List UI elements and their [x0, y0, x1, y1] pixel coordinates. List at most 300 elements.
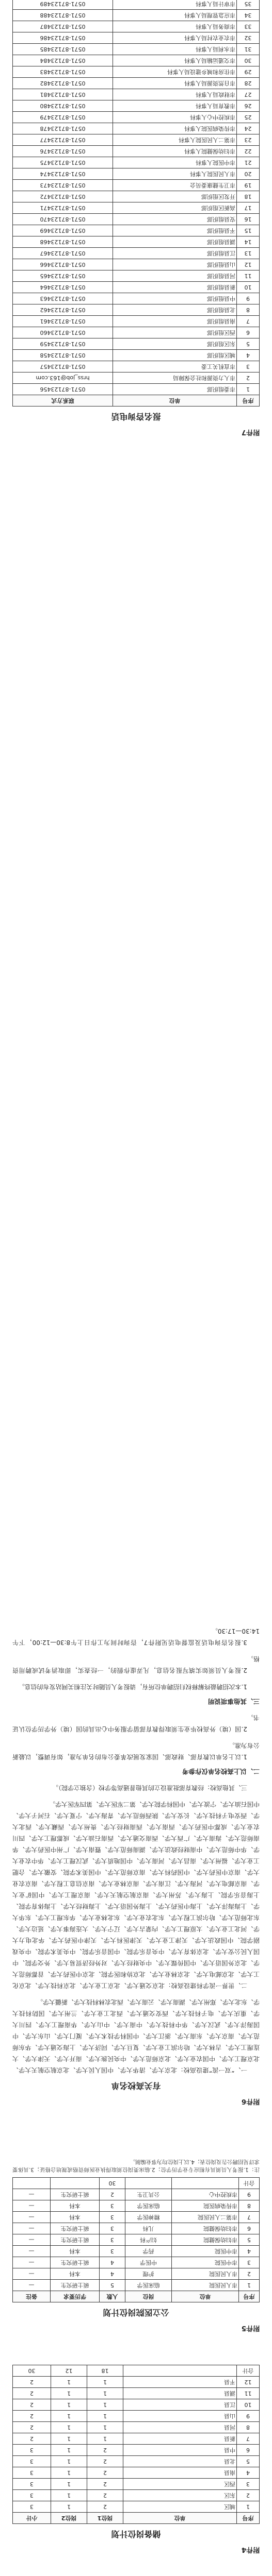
table-cell: 1: [237, 384, 260, 395]
column-header: 学历要求: [51, 2291, 100, 2302]
table-cell: 16: [237, 214, 260, 225]
table-cell: 19: [237, 180, 260, 191]
table-row: [13, 2212, 260, 2223]
table-cell: 2: [87, 2479, 123, 2490]
annex-6-paragraph: 3.报名咨询电话及监督电话见附件7，咨询时间为工作日上午8:30—12:00，下午14:30—17:30。: [12, 1628, 260, 1646]
table-cell: 市财政局人事科: [113, 89, 237, 100]
total-cell: [13, 2178, 51, 2189]
table-cell: 24: [237, 123, 260, 134]
annex-7-section: [12, 0, 260, 436]
table-cell: 0571-87123486: [13, 32, 113, 44]
table-cell: 4: [100, 2257, 125, 2268]
table-cell: 10: [237, 282, 260, 293]
column-header: 备注: [13, 2291, 51, 2302]
table-cell: 11: [237, 270, 260, 282]
table-cell: 硕士研究生: [51, 2257, 100, 2268]
table-row: [13, 338, 260, 350]
total-cell: 合计: [239, 2178, 260, 2189]
annex-4-label: 附件4: [241, 2546, 260, 2553]
table-cell: 0571-87123487: [13, 21, 113, 32]
table-row: [13, 236, 260, 248]
table-cell: 2: [13, 2377, 51, 2388]
table-cell: 17: [237, 202, 260, 214]
table-cell: 3: [100, 2223, 125, 2234]
table-cell: 高新区组织部: [113, 202, 237, 214]
table-cell: 1: [51, 2445, 87, 2456]
table-cell: 0571-87123476: [13, 146, 113, 157]
table-cell: 1: [51, 2388, 87, 2399]
total-cell: [172, 2178, 239, 2189]
table-cell: 2: [237, 372, 260, 384]
table-cell: 9: [237, 2411, 260, 2422]
annex-5-note: 注：1.报考人员须具有相应专业学历学位；2.临床类岗位须取得执业医师资格或规培合格证；3.具体要求详见招聘公告及岗位表；4.以上岗位均为事业编制。: [12, 2159, 260, 2173]
table-cell: 14: [237, 236, 260, 248]
table-cell: 市传染病医院人事科: [113, 123, 237, 134]
table-row: [13, 259, 260, 270]
table-cell: 1: [51, 2490, 87, 2501]
table-cell: 市人力资源和社会保障局: [113, 372, 237, 384]
table-cell: —: [13, 2257, 51, 2268]
table-cell: 南县: [123, 2467, 237, 2479]
table-cell: 市妇幼保健院: [172, 2223, 239, 2234]
table-cell: 18: [237, 191, 260, 202]
table-cell: 0571-87123459: [13, 338, 113, 350]
table-row: [13, 146, 260, 157]
table-cell: 市人民医院: [172, 2280, 239, 2291]
table-cell: 市商务局人事科: [113, 21, 237, 32]
table-cell: 东区组织部: [113, 338, 237, 350]
table-cell: 32: [237, 32, 260, 44]
table-cell: 3: [237, 2479, 260, 2490]
table-row: [13, 180, 260, 191]
table-cell: 4: [237, 350, 260, 361]
table-row: [13, 2377, 260, 2388]
table-cell: 3: [13, 2479, 51, 2490]
table-header-row: [13, 2513, 260, 2524]
table-cell: 西区组织部: [113, 327, 237, 338]
table-cell: 市妇幼保健院人事科: [113, 146, 237, 157]
table-cell: 市中医院: [172, 2246, 239, 2257]
table-cell: 平县: [123, 2377, 237, 2388]
table-row: [13, 191, 260, 202]
column-header: 人数: [100, 2291, 125, 2302]
table-row: [13, 202, 260, 214]
table-cell: —: [13, 2234, 51, 2246]
table-cell: 5: [100, 2280, 125, 2291]
table-cell: 6: [239, 2223, 260, 2234]
table-cell: 山县组织部: [113, 259, 237, 270]
table-row: [13, 316, 260, 327]
table-cell: 2: [87, 2445, 123, 2456]
annex-6-paragraph: 三、其他高校：经教育部批准设立的其他普通高等学校（含独立学院）。: [52, 1784, 247, 1791]
table-cell: 2: [87, 2501, 123, 2513]
table-cell: 1: [51, 2433, 87, 2445]
table-cell: 20: [237, 168, 260, 180]
table-cell: 市教育局人事科: [113, 100, 237, 112]
table-cell: 22: [237, 146, 260, 157]
table-cell: 市农业农村局人事科: [113, 32, 237, 44]
table-cell: 0571-87123460: [13, 327, 113, 338]
table-row: [13, 2388, 260, 2399]
total-cell: 30: [100, 2178, 125, 2189]
total-cell: [125, 2178, 172, 2189]
table-cell: 2: [13, 2422, 51, 2433]
table-cell: 1: [87, 2388, 123, 2399]
column-header: 序号: [237, 395, 260, 406]
table-cell: 市自然资源局人事科: [113, 78, 237, 89]
table-cell: 0571-87123472: [13, 191, 113, 202]
table-cell: 3: [100, 2212, 125, 2223]
table-row: [13, 21, 260, 32]
column-header: 岗位: [125, 2291, 172, 2302]
table-row: [13, 2467, 260, 2479]
table-cell: 30: [237, 55, 260, 66]
table-cell: 山县: [123, 2411, 237, 2422]
annex-5-section: [12, 2158, 260, 2332]
table-cell: 硕士研究生: [51, 2189, 100, 2200]
table-cell: 公共卫生: [125, 2189, 172, 2200]
annex-5-table: [12, 2177, 260, 2302]
table-row: [13, 10, 260, 21]
table-cell: 1: [87, 2433, 123, 2445]
table-row: [13, 214, 260, 225]
table-cell: 28: [237, 78, 260, 89]
table-cell: 1: [87, 2422, 123, 2433]
table-cell: 5: [237, 2456, 260, 2467]
table-row: [13, 123, 260, 134]
table-cell: 0571-87123463: [13, 293, 113, 304]
column-header: 单位: [172, 2291, 239, 2302]
table-cell: 护理: [125, 2268, 172, 2280]
table-cell: 新县组织部: [113, 282, 237, 293]
table-cell: 0571-87123483: [13, 66, 113, 78]
table-cell: 2: [87, 2456, 123, 2467]
table-cell: 2: [239, 2268, 260, 2280]
table-cell: 0571-87123489: [13, 0, 113, 10]
table-cell: 1: [87, 2377, 123, 2388]
total-cell: 12: [51, 2365, 87, 2377]
table-row: [13, 2189, 260, 2200]
table-cell: 1: [51, 2411, 87, 2422]
table-total-row: [13, 2178, 260, 2189]
table-cell: 0571-87123473: [13, 180, 113, 191]
table-cell: 临床医学: [125, 2280, 172, 2291]
table-cell: 本科: [51, 2212, 100, 2223]
table-cell: —: [13, 2246, 51, 2257]
table-row: [13, 2280, 260, 2291]
table-cell: 城区: [123, 2501, 237, 2513]
table-cell: 新县: [123, 2433, 237, 2445]
table-cell: 湖县: [123, 2388, 237, 2399]
table-cell: 0571-87123468: [13, 236, 113, 248]
table-row: [13, 112, 260, 123]
table-cell: 河县: [123, 2422, 237, 2433]
table-cell: 中县: [123, 2445, 237, 2456]
table-cell: 1: [87, 2399, 123, 2411]
table-row: [13, 2501, 260, 2513]
annex-4-title: 储备岗位计划: [111, 2529, 161, 2539]
table-row: [13, 2411, 260, 2422]
table-cell: 29: [237, 66, 260, 78]
table-cell: 0571-87123481: [13, 89, 113, 100]
table-cell: 1: [51, 2422, 87, 2433]
table-cell: 湖县组织部: [113, 236, 237, 248]
table-cell: 15: [237, 225, 260, 236]
table-cell: 0571-87123467: [13, 248, 113, 259]
table-row: [13, 2268, 260, 2280]
table-cell: 0571-87123462: [13, 304, 113, 316]
table-row: [13, 304, 260, 316]
table-cell: 1: [51, 2467, 87, 2479]
table-cell: 硕士研究生: [51, 2234, 100, 2246]
annex-6-paragraph: 二、世界一流学科建设高校：北京交通大学、北京工业大学、北京科技大学、北京化工大学、北京邮电大学、北京林业大学、北京协和医学院、北京中医药大学、首都师范大学、北京外国语大学、中国传媒大学、中央财经大学、对外经济贸易大学、外交学院、中国人民公安大学、北京体育大学、中央音乐学院、中国音乐学院、中央美术学院、中央戏剧学院、中国政法大学、天津工业大学、天津医科大学、天津中医药大学、华北电力大学、河北工业大学、太原理工大学、内蒙古大学、辽宁大学、大连海事大学、延边大学、东北师范大学、哈尔滨工程大学、东北农业大学、东北林业大学、华东理工大学、东华大学、上海海洋大学、上海中医药大学、上海外国语大学、上海财经大学、上海体育学院、上海音乐学院、上海大学、苏州大学、南京航空航天大学、南京理工大学、中国矿业大学、南京邮电大学、河海大学、江南大学、南京林业大学、南京信息工程大学、南京农业大学、南京中医药大学、中国药科大学、南京师范大学、中国美术学院、安徽大学、合肥工业大学、福州大学、南昌大学、河南大学、中国地质大学、武汉理工大学、华中农业大学、华中师范大学、中南财经政法大学、湖南师范大学、暨南大学、广州中医药大学、华南师范大学、海南大学、广西大学、西南交通大学、西南石油大学、成都理工大学、四川农业大学、成都中医药大学、西南大学、西南财经大学、贵州大学、西藏大学、西北大学、西安电子科技大学、长安大学、陕西师范大学、青海大学、宁夏大学、石河子大学、中国石油大学、宁波大学、中国科学院大学、第二军医大学、第四军医大学。: [12, 1801, 260, 1989]
annex-4-section: [12, 2365, 260, 2554]
table-cell: 市水利局人事科: [113, 44, 237, 55]
table-cell: 10: [237, 2399, 260, 2411]
table-cell: —: [13, 2280, 51, 2291]
table-cell: 本科: [51, 2246, 100, 2257]
table-cell: 1: [51, 2501, 87, 2513]
table-cell: 0571-87123475: [13, 157, 113, 168]
table-cell: 硕士研究生: [51, 2280, 100, 2291]
table-cell: 2: [237, 2490, 260, 2501]
table-cell: 市中医院人事科: [113, 157, 237, 168]
table-cell: 开发区组织部: [113, 191, 237, 202]
annex-5-title: 公立医院岗位计划: [103, 2308, 169, 2317]
table-row: [13, 2200, 260, 2212]
table-cell: 0571-87123469: [13, 225, 113, 236]
column-header: 岗位2: [51, 2513, 87, 2524]
table-cell: 2: [87, 2467, 123, 2479]
annex-6-title: 有关高校名单: [111, 2081, 161, 2091]
table-cell: 13: [237, 248, 260, 259]
table-row: [13, 282, 260, 293]
table-cell: 9: [239, 2189, 260, 2200]
table-cell: 4: [237, 2467, 260, 2479]
table-cell: 北县组织部: [113, 304, 237, 316]
table-cell: 12: [237, 2377, 260, 2388]
table-row: [13, 293, 260, 304]
table-cell: 35: [237, 0, 260, 10]
column-header: 小计: [13, 2513, 51, 2524]
table-cell: 市交通运输局人事科: [113, 55, 237, 66]
table-row: [13, 2234, 260, 2246]
table-cell: 2: [87, 2490, 123, 2501]
table-cell: 0571-87123478: [13, 123, 113, 134]
table-row: [13, 361, 260, 372]
table-row: [13, 372, 260, 384]
table-row: [13, 2433, 260, 2445]
table-cell: 33: [237, 21, 260, 32]
table-cell: 0571-87123482: [13, 78, 113, 89]
table-row: [13, 89, 260, 100]
annex-6-paragraph: 2.国（境）外高校毕业生须取得教育部留学服务中心出具的国（境）外学历学位认证书。: [12, 1714, 260, 1733]
table-cell: 21: [237, 157, 260, 168]
table-cell: 1: [51, 2399, 87, 2411]
column-header: 序号: [239, 2291, 260, 2302]
total-cell: [51, 2178, 100, 2189]
annex-4-table: [12, 2365, 260, 2524]
table-row: [13, 2490, 260, 2501]
table-cell: 0571-87123464: [13, 282, 113, 293]
table-cell: 2: [13, 2399, 51, 2411]
table-cell: 0571-87123488: [13, 10, 113, 21]
table-cell: 市人民医院人事科: [113, 168, 237, 180]
table-cell: 7: [239, 2212, 260, 2223]
table-header-row: [13, 2291, 260, 2302]
table-cell: 3: [13, 2490, 51, 2501]
table-cell: —: [13, 2268, 51, 2280]
table-cell: 妇产科: [125, 2234, 172, 2246]
table-cell: 11: [237, 2388, 260, 2399]
total-cell: [123, 2365, 237, 2377]
table-cell: 5: [239, 2234, 260, 2246]
table-cell: 12: [237, 259, 260, 270]
table-cell: 市住房和城乡建设局人事科: [113, 66, 237, 78]
table-cell: 精神医学: [125, 2212, 172, 2223]
table-cell: 西区: [123, 2479, 237, 2490]
table-cell: 本科: [51, 2268, 100, 2280]
table-cell: 8: [239, 2200, 260, 2212]
table-row: [13, 0, 260, 10]
table-row: [13, 2223, 260, 2234]
table-cell: 市疾控中心: [172, 2189, 239, 2200]
annex-6-paragraph: 2.报考人员须如实填写报名信息，凡弄虚作假的，一经查实，即取消考试或聘用资格。: [12, 1655, 260, 1674]
column-header: 联系方式: [13, 395, 113, 406]
table-row: [13, 270, 260, 282]
table-cell: 0571-87123458: [13, 350, 113, 361]
table-row: [13, 2422, 260, 2433]
table-cell: 市妇幼保健院: [172, 2234, 239, 2246]
table-cell: 市审计局人事科: [113, 0, 237, 10]
annex-6-subheading: 三、其他事项说明: [207, 1698, 260, 1705]
table-cell: 0571-87123477: [13, 134, 113, 146]
table-cell: —: [13, 2200, 51, 2212]
table-cell: 1: [51, 2377, 87, 2388]
table-row: [13, 2399, 260, 2411]
total-cell: 18: [87, 2365, 123, 2377]
table-cell: 市中医院: [172, 2257, 239, 2268]
table-cell: —: [13, 2223, 51, 2234]
table-row: [13, 100, 260, 112]
table-cell: 0571-87123457: [13, 361, 113, 372]
table-row: [13, 157, 260, 168]
table-cell: 3: [100, 2246, 125, 2257]
table-cell: 2: [13, 2433, 51, 2445]
table-row: [13, 55, 260, 66]
annex-7-label: 附件7: [241, 428, 260, 436]
table-cell: 临床医学: [125, 2200, 172, 2212]
annex-6-subheading: 二、以上高校名单仅作参考: [182, 1768, 260, 1775]
table-cell: 25: [237, 112, 260, 123]
table-row: [13, 32, 260, 44]
table-cell: 市传染病医院: [172, 2200, 239, 2212]
table-cell: 23: [237, 134, 260, 146]
table-cell: 7: [237, 316, 260, 327]
table-cell: 1: [87, 2411, 123, 2422]
table-cell: 0571-87123466: [13, 259, 113, 270]
table-header-row: [13, 395, 260, 406]
table-cell: 3: [100, 2234, 125, 2246]
table-row: [13, 350, 260, 361]
table-cell: 0571-87123485: [13, 44, 113, 55]
table-cell: 1: [51, 2456, 87, 2467]
table-cell: 0571-87123456: [13, 384, 113, 395]
table-row: [13, 2456, 260, 2467]
table-cell: 2: [13, 2411, 51, 2422]
table-cell: 26: [237, 100, 260, 112]
table-row: [13, 225, 260, 236]
table-cell: 1: [237, 2501, 260, 2513]
column-header: 单位: [113, 395, 237, 406]
column-header: 单位: [123, 2513, 237, 2524]
table-cell: 7: [237, 2433, 260, 2445]
table-cell: 6: [237, 2445, 260, 2456]
table-cell: 3: [13, 2467, 51, 2479]
table-cell: 市委组织部: [113, 384, 237, 395]
table-cell: 平县组织部: [113, 225, 237, 236]
table-cell: 4: [239, 2246, 260, 2257]
table-cell: 城区组织部: [113, 350, 237, 361]
table-cell: 4: [100, 2268, 125, 2280]
table-row: [13, 44, 260, 55]
table-cell: 2: [100, 2189, 125, 2200]
table-row: [13, 2479, 260, 2490]
table-cell: 药学: [125, 2246, 172, 2257]
table-cell: 0571-87123471: [13, 202, 113, 214]
column-header: 岗位1: [87, 2513, 123, 2524]
annex-7-title: 报名咨询电话: [111, 412, 161, 421]
table-cell: 3: [100, 2200, 125, 2212]
table-row: [13, 327, 260, 338]
annex-6-paragraph: 1.本次招聘最终解释权归招聘单位所有，请报考人员随时关注相关网站发布的信息。: [18, 1683, 247, 1690]
annex-6-paragraph: 一、“双一流”建设高校：北京大学、清华大学、中国人民大学、北京航空航天大学、北京理工大学、中国农业大学、北京师范大学、中央民族大学、南开大学、天津大学、大连理工大学、吉林大学、哈尔滨工业大学、复旦大学、同济大学、上海交通大学、华东师范大学、南京大学、东南大学、浙江大学、中国科学技术大学、厦门大学、山东大学、中国海洋大学、武汉大学、华中科技大学、中南大学、中山大学、华南理工大学、四川大学、重庆大学、电子科技大学、西安交通大学、西北工业大学、兰州大学、国防科技大学、东北大学、郑州大学、湖南大学、云南大学、西北农林科技大学、新疆大学。: [12, 1998, 260, 2074]
table-cell: hrss_job@163.com: [13, 372, 113, 384]
table-cell: 0571-87123461: [13, 316, 113, 327]
table-cell: 2: [13, 2388, 51, 2399]
table-cell: 硕士研究生: [51, 2223, 100, 2234]
table-row: [13, 2257, 260, 2268]
table-cell: 0571-87123470: [13, 214, 113, 225]
total-cell: 合计: [237, 2365, 260, 2377]
column-header: 序号: [237, 2513, 260, 2524]
table-row: [13, 2445, 260, 2456]
table-cell: 市疾控中心人事科: [113, 112, 237, 123]
table-row: [13, 78, 260, 89]
total-cell: 30: [13, 2365, 51, 2377]
table-cell: 34: [237, 10, 260, 21]
table-cell: 儿科: [125, 2223, 172, 2234]
table-cell: 市第二人民医院: [172, 2212, 239, 2223]
table-cell: 中医学: [125, 2257, 172, 2268]
annex-6-label: 附件6: [241, 2097, 260, 2105]
table-cell: 南县组织部: [113, 316, 237, 327]
table-cell: 1: [51, 2479, 87, 2490]
table-cell: 0571-87123480: [13, 100, 113, 112]
table-cell: 8: [237, 2422, 260, 2433]
table-row: [13, 2246, 260, 2257]
table-cell: 9: [237, 293, 260, 304]
table-cell: 8: [237, 304, 260, 316]
table-cell: —: [13, 2189, 51, 2200]
table-row: [13, 248, 260, 259]
table-cell: 0571-87123474: [13, 168, 113, 180]
table-cell: 东区: [123, 2490, 237, 2501]
table-cell: —: [13, 2212, 51, 2223]
table-cell: 市第二人民医院人事科: [113, 134, 237, 146]
table-cell: 0571-87123465: [13, 270, 113, 282]
table-cell: 市直机关工委: [113, 361, 237, 372]
